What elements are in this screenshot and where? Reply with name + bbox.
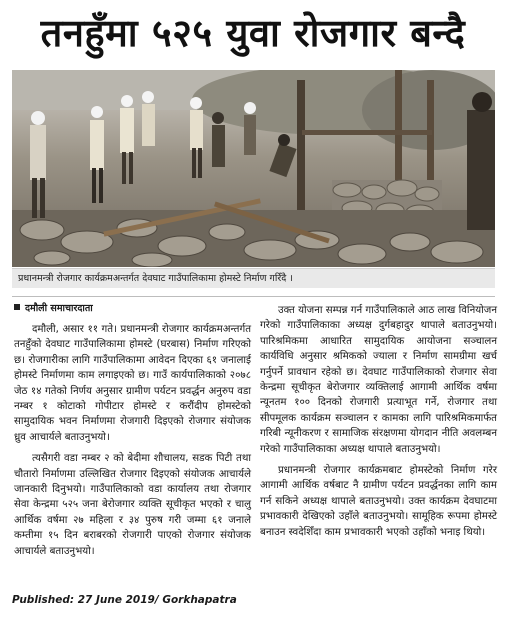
photo-caption: प्रधानमन्त्री रोजगार कार्यक्रमअन्तर्गत देवघाट गाउँपालिकामा होमस्टे निर्माण गरिँदै । (12, 268, 495, 288)
publication-credit: Published: 27 June 2019/ Gorkhapatra (12, 594, 237, 606)
article-paragraph: त्यसैगरी वडा नम्बर २ को बेदीमा शौचालय, सडक पिटी तथा चौतारो निर्माणमा उल्लिखित रोजगार दिइएको संयोजक आचार्यले जानकारी दिनुभयो। गाउँपालिकाको वडा कार्यालय तथा रोजगार सेवा केन्द्रमा ५२५ जना बेरोजगार व्यक्ति सूचीकृत भएको र चालु आर्थिक वर्षमा २७ महिला र ३४ पुरुष गरी जम्मा ६१ जनाले कम्तीमा १५ दिन बराबरको रोजगारी पाएको रोजगार संयोजक आचार्यले बताउनुभयो। (14, 453, 251, 557)
bullet-square-icon (14, 304, 20, 310)
dateline (14, 302, 93, 316)
dateline-text: दमौली समाचारदाता (25, 303, 93, 314)
article-paragraph: उक्त योजना सम्पन्न गर्न गाउँपालिकाले आठ लाख विनियोजन गरेको गाउँपालिकाका अध्यक्ष दुर्गबहादुर थापाले बताउनुभयो। पारिश्रमिकमा आधारित सामुदायिक आयोजना सञ्चालन कार्यविधि अनुसार श्रमिकको ज्याला र निर्माण सामग्रीमा खर्च गर्नुपर्ने प्रावधान रहेको छ। देवघाट गाउँपालिकाको रोजगार सेवा केन्द्रमा सूचीकृत बेरोजगार व्यक्तिलाई आगामी आर्थिक वर्षमा न्यूनतम १०० दिनको रोजगारी प्रत्याभूत गर्ने, रोजगार तथा सीपमूलक कार्यक्रम सञ्चालन र कामका लागि पारिश्रमिकमार्फत गरिबी न्यूनीकरण र सामाजिक संरक्षणमा योगदान नीति अवलम्बन गरेको गाउँपालिकाका अध्यक्ष थापाले बताउनुभयो। (260, 305, 497, 455)
article-column-right (260, 303, 497, 546)
headline: तनहुँमा ५२५ युवा रोजगार बन्दै (40, 11, 466, 55)
article-paragraph: दमौली, असार ११ गते। प्रधानमन्त्री रोजगार कार्यक्रमअन्तर्गत तनहुँको देवघाट गाउँपालिकामा होमस्टे (घरबास) निर्माण गरिएको छ। रोजगारीका लागि गाउँपालिकामा आवेदन दिएका ६१ जनालाई होमस्टे निर्माणमा काम लगाइएको छ। गाउँ कार्यपालिकाको २०७८ जेठ १४ गतेको निर्णय अनुसार ग्रामीण पर्यटन प्रवर्द्धन अनुरुप वडा नम्बर १ कोटाको गोपीटार होमस्टे र करौंदीप होमस्टेको सामुदायिक भवन निर्माणमा रोजगारी दिइएको रोजगार संयोजक ध्रुव आचार्यले बताउनुभयो। (14, 324, 251, 443)
article-column-left (14, 322, 251, 565)
article-paragraph: प्रधानमन्त्री रोजगार कार्यक्रमबाट होमस्टेको निर्माण गरेर आगामी आर्थिक वर्षबाट नै ग्रामीण पर्यटन प्रवर्द्धनका लागि काम गर्न सकिने अध्यक्ष थापाले बताउनुभयो। उक्त कार्यक्रम देवघाटमा प्रभावकारी देखिएको उहाँले बताउनुभयो। सामूहिक रूपमा होमस्टे बनाउन स्वदेशिँदा काम प्रभावकारी भएको उहाँको भनाइ थियो। (260, 465, 497, 538)
section-divider (12, 296, 495, 297)
news-photo (12, 70, 495, 267)
